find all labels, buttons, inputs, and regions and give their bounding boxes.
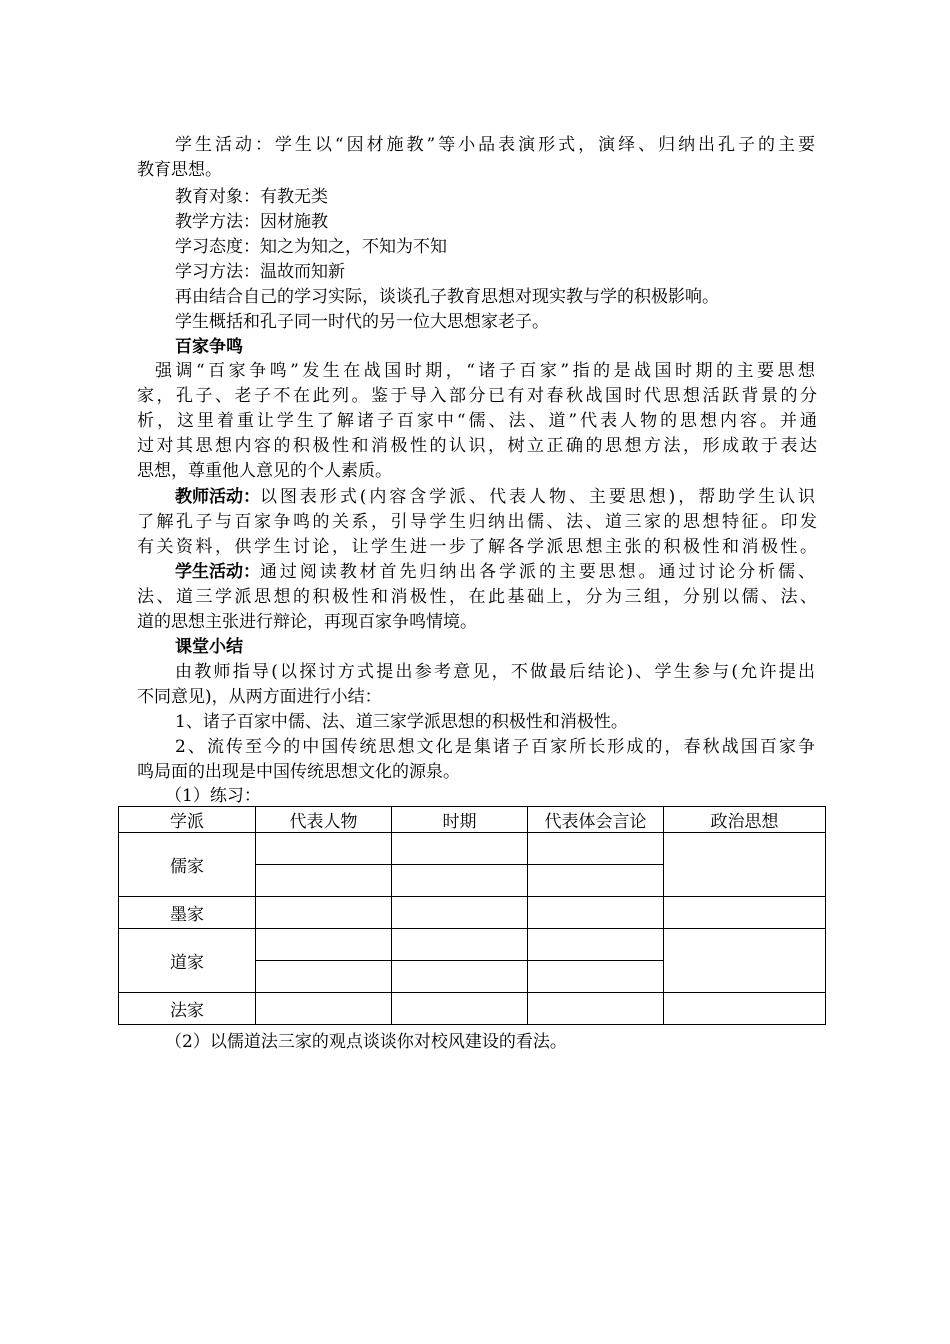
table-cell	[528, 929, 664, 961]
item-learning-method: 学习方法：温故而知新	[175, 262, 345, 282]
header-school: 学派	[119, 807, 256, 833]
school-legalist: 法家	[119, 993, 256, 1025]
student-activity2-line-1	[175, 560, 815, 584]
table-cell	[528, 897, 664, 929]
table-row	[119, 929, 826, 961]
summary-point-2-line-1: 2、流传至今的中国传统思想文化是集诸子百家所长形成的，春秋战国百家争	[175, 737, 815, 757]
table-cell	[528, 961, 664, 993]
header-political-thought: 政治思想	[664, 807, 826, 833]
student-activity-line-2: 教育思想。	[137, 160, 222, 180]
summary-intro-line-2: 不同意见)，从两方面进行小结：	[137, 687, 382, 707]
table-row	[119, 993, 826, 1025]
table-cell	[392, 865, 528, 897]
header-quotes: 代表体会言论	[528, 807, 664, 833]
table-row	[119, 897, 826, 929]
teacher-activity-line-2: 了解孔子与百家争鸣的关系，引导学生归纳出儒、法、道三家的思想特征。印发	[137, 512, 817, 532]
table-cell	[256, 897, 392, 929]
table-header-row	[119, 807, 826, 833]
table-cell	[256, 993, 392, 1025]
table-row	[119, 833, 826, 865]
student-activity2-line-2: 法、道三学派思想的积极性和消极性，在此基础上，分为三组，分别以儒、法、	[137, 587, 817, 607]
summary-point-2-line-2: 鸣局面的出现是中国传统思想文化的源泉。	[137, 762, 460, 782]
table-cell	[664, 833, 826, 897]
table-cell	[392, 961, 528, 993]
teacher-activity-text-1: 以图表形式(内容含学派、代表人物、主要思想)，帮助学生认识	[260, 487, 815, 507]
exercise-2-label: （2）以儒道法三家的观点谈谈你对校风建设的看法。	[165, 1032, 567, 1052]
item-education-target: 教育对象：有教无类	[175, 187, 328, 207]
student-activity2-label: 学生活动：	[175, 562, 260, 582]
header-period: 时期	[392, 807, 528, 833]
table-cell	[528, 865, 664, 897]
table-cell	[528, 993, 664, 1025]
table-cell	[392, 897, 528, 929]
baijia-para-line-3: 析，这里着重让学生了解诸子百家中“儒、法、道”代表人物的思想内容。并通	[137, 411, 817, 431]
table-cell	[256, 929, 392, 961]
school-confucian: 儒家	[119, 833, 256, 897]
table-cell	[392, 833, 528, 865]
table-cell	[256, 865, 392, 897]
header-representative: 代表人物	[256, 807, 392, 833]
baijia-para-line-1: 强调“百家争鸣”发生在战国时期，“诸子百家”指的是战国时期的主要思想	[155, 361, 815, 381]
student-activity-line-1: 学生活动：学生以“因材施教”等小品表演形式，演绎、归纳出孔子的主要	[175, 135, 815, 155]
table-cell	[664, 897, 826, 929]
table-cell	[256, 833, 392, 865]
heading-baijia: 百家争鸣	[175, 337, 243, 357]
table-cell	[392, 993, 528, 1025]
baijia-para-line-2: 家，孔子、老子不在此列。鉴于导入部分已有对春秋战国时代思想活跃背景的分	[137, 386, 817, 406]
table-cell	[664, 993, 826, 1025]
school-mohist: 墨家	[119, 897, 256, 929]
table-cell	[256, 961, 392, 993]
item-teaching-method: 教学方法：因材施教	[175, 212, 328, 232]
heading-summary: 课堂小结	[175, 637, 243, 657]
table-cell	[664, 929, 826, 993]
table-cell	[528, 833, 664, 865]
table-cell	[392, 929, 528, 961]
summary-point-1: 1、诸子百家中儒、法、道三家学派思想的积极性和消极性。	[175, 712, 628, 732]
item-learning-attitude: 学习态度：知之为知之，不知为不知	[175, 237, 447, 257]
student-activity2-text-1: 通过阅读教材首先归纳出各学派的主要思想。通过讨论分析儒、	[260, 562, 815, 582]
school-taoist: 道家	[119, 929, 256, 993]
teacher-activity-line-1	[175, 485, 815, 509]
teacher-activity-line-3: 有关资料，供学生讨论，让学生进一步了解各学派思想主张的积极性和消极性。	[137, 537, 817, 557]
baijia-para-line-4: 过对其思想内容的积极性和消极性的认识，树立正确的思想方法，形成敢于表达	[137, 436, 817, 456]
baijia-para-line-5: 思想，尊重他人意见的个人素质。	[137, 461, 392, 481]
summary-intro-line-1: 由教师指导(以探讨方式提出参考意见，不做最后结论)、学生参与(允许提出	[175, 662, 815, 682]
teacher-activity-label: 教师活动：	[175, 487, 260, 507]
exercise-1-label: （1）练习：	[165, 786, 261, 806]
student-activity2-line-3: 道的思想主张进行辩论，再现百家争鸣情境。	[137, 612, 477, 632]
laozi-line: 学生概括和孔子同一时代的另一位大思想家老子。	[175, 312, 549, 332]
reflection-line: 再由结合自己的学习实际，谈谈孔子教育思想对现实教与学的积极影响。	[175, 287, 719, 307]
practice-table	[118, 806, 826, 1025]
